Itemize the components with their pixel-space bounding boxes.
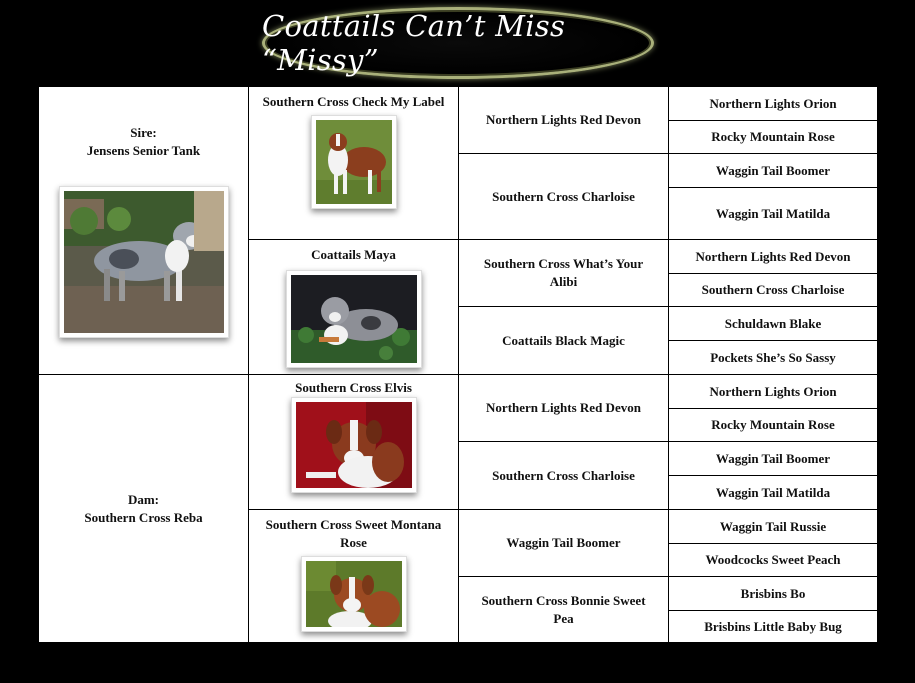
gen4-name-12: Waggin Tail Matilda [715,484,831,500]
gen3-name-7: Waggin Tail Boomer [506,535,621,550]
gen4-name-2: Rocky Mountain Rose [711,129,835,144]
gen4-name-14: Woodcocks Sweet Peach [705,552,841,567]
gen4-cell-13 [668,509,878,544]
gen4-name-7: Schuldawn Blake [724,315,822,331]
gen2-photo-frame-3 [291,397,417,493]
dam-name: Southern Cross Reba [84,509,203,525]
gen2-photo-frame-4 [301,556,407,632]
sire-name: Jensens Senior Tank [86,142,201,158]
gen4-cell-11 [668,441,878,476]
gen4-cell-14 [668,543,878,577]
gen2-photo-frame-1 [311,115,397,209]
gen2-name-1: Southern Cross Check My Label [262,94,445,109]
gen4-cell-5 [668,239,878,274]
gen4-cell-4 [668,187,878,240]
gen3-cell-6 [458,441,669,510]
gen4-name-8: Pockets She’s So Sassy [710,349,836,365]
gen2-photo-4 [306,561,402,627]
gen4-cell-15 [668,576,878,611]
pedigree-grid [38,86,878,643]
gen4-name-5: Northern Lights Red Devon [695,248,851,264]
gen4-cell-7 [668,306,878,341]
gen4-name-3: Waggin Tail Boomer [715,162,831,178]
gen4-cell-1 [668,86,878,121]
gen2-photo-frame-2 [286,270,422,368]
gen2-photo-1 [316,120,392,204]
dam-label: Dam: [127,491,160,507]
gen2-name-3: Southern Cross Elvis [295,380,412,395]
gen3-name-1: Northern Lights Red Devon [486,112,641,127]
gen4-cell-8 [668,340,878,375]
gen2-name-2: Coattails Maya [311,247,396,262]
gen2-cell-3 [248,374,459,510]
gen2-name-4: Southern Cross Sweet Montana Rose [265,517,442,550]
gen2-photo-2 [291,275,417,363]
title-banner [262,7,654,79]
gen4-name-1: Northern Lights Orion [709,95,837,111]
gen4-name-15: Brisbins Bo [740,585,806,601]
gen3-name-2: Southern Cross Charloise [492,188,635,204]
gen3-cell-4 [458,306,669,375]
gen4-cell-2 [668,120,878,154]
gen4-name-11: Waggin Tail Boomer [715,450,831,466]
gen4-cell-6 [668,273,878,307]
gen3-cell-8 [458,576,669,643]
sire-cell [38,86,249,375]
gen3-cell-2 [458,153,669,240]
dam-cell [38,374,249,643]
gen4-cell-16 [668,610,878,643]
sire-photo-frame [59,186,229,338]
gen3-name-6: Southern Cross Charloise [492,467,635,483]
gen4-cell-9 [668,374,878,409]
gen3-name-8: Southern Cross Bonnie Sweet Pea [481,592,646,626]
gen3-name-5: Northern Lights Red Devon [486,400,641,415]
gen3-cell-3 [458,239,669,307]
gen3-name-3: Southern Cross What’s Your Alibi [483,256,644,289]
gen4-name-6: Southern Cross Charloise [701,282,845,297]
gen4-name-9: Northern Lights Orion [709,383,837,399]
gen2-cell-4 [248,509,459,643]
page-title: Coattails Can’t Miss “Missy” [262,9,566,77]
gen3-cell-7 [458,509,669,577]
gen4-cell-12 [668,475,878,510]
gen4-name-16: Brisbins Little Baby Bug [704,618,842,634]
gen4-cell-10 [668,408,878,442]
gen4-cell-3 [668,153,878,188]
gen3-cell-5 [458,374,669,442]
gen3-name-4: Coattails Black Magic [502,332,625,348]
gen2-photo-3 [296,402,412,488]
gen2-cell-2 [248,239,459,375]
sire-photo [64,191,224,333]
gen2-cell-1 [248,86,459,240]
sire-label: Sire: [130,124,157,140]
gen3-cell-1 [458,86,669,154]
gen4-name-13: Waggin Tail Russie [719,518,827,534]
gen4-name-4: Waggin Tail Matilda [715,205,831,221]
gen4-name-10: Rocky Mountain Rose [711,417,835,432]
